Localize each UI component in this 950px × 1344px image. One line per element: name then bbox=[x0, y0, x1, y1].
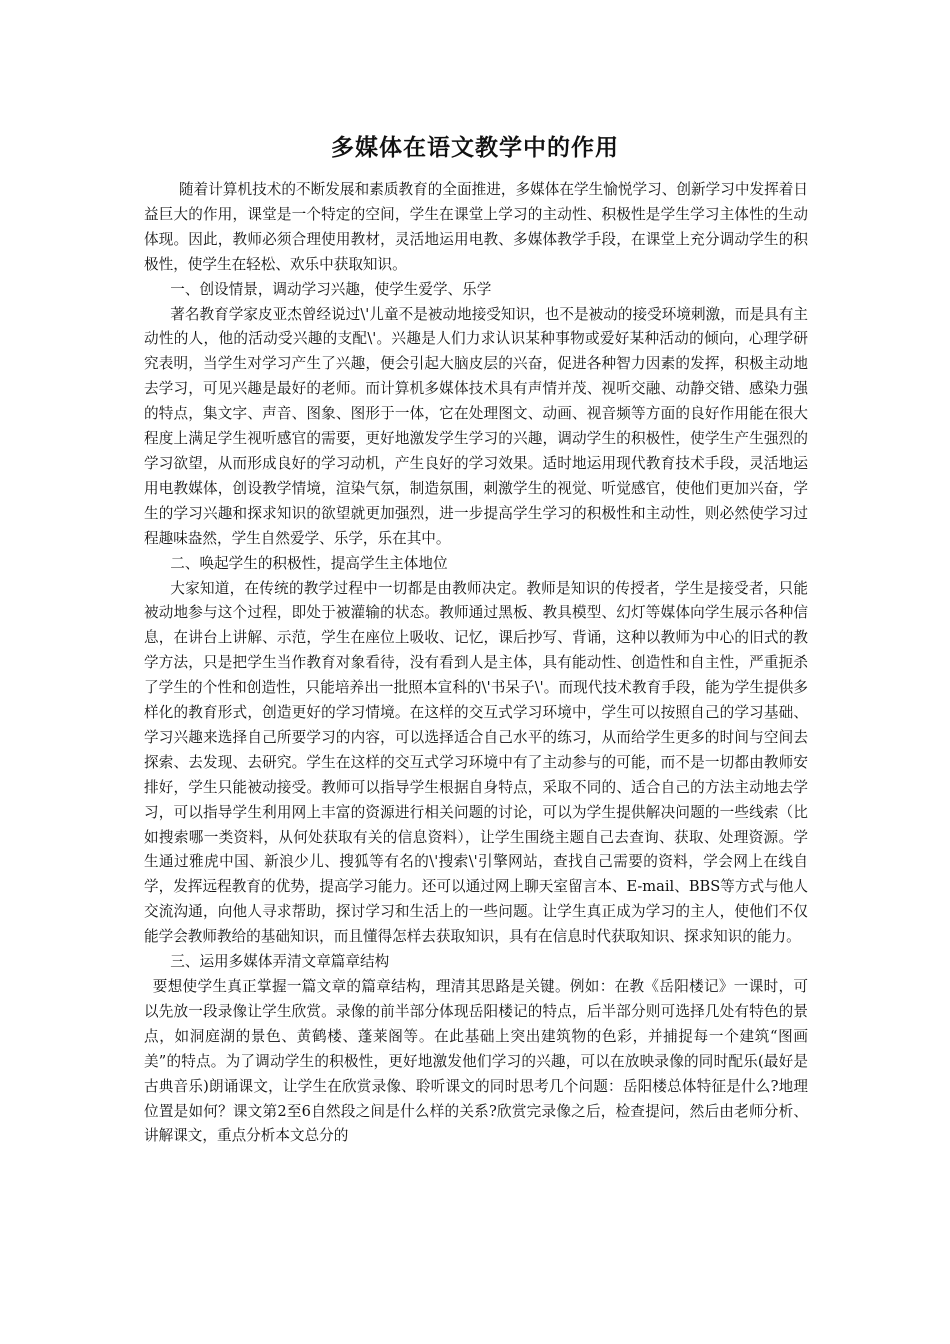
section-paragraph-3: 要想使学生真正掌握一篇文章的篇章结构，理清其思路是关键。例如：在教《岳阳楼记》一课时，可以先放一段录像让学生欣赏。录像的前半部分体现岳阳楼记的特点，后半部分则可选择几处有特色的景点，如洞庭湖的景色、黄鹤楼、蓬莱阁等。在此基础上突出建筑物的色彩，并捕捉每一个建筑“图画美”的特点。为了调动学生的积极性，更好地激发他们学习的兴趣，可以在放映录像的同时配乐(最好是古典音乐)朗诵课文，让学生在欣赏录像、聆听课文的同时思考几个问题：岳阳楼总体特征是什么?地理位置是如何？课文第2至6自然段之间是什么样的关系?欣赏完录像之后，检查提问，然后由老师分析、讲解课文，重点分析本文总分的 bbox=[144, 978, 808, 1145]
document-title: 多媒体在语文教学中的作用 bbox=[331, 134, 619, 161]
section-heading-2: 二、唤起学生的积极性，提高学生主体地位 bbox=[170, 554, 448, 572]
document-body bbox=[144, 178, 808, 1149]
section-paragraph-2: 大家知道，在传统的教学过程中一切都是由教师决定。教师是知识的传授者，学生是接受者，只能被动地参与这个过程，即处于被灌输的状态。教师通过黑板、教具模型、幻灯等媒体向学生展示各种信息，在讲台上讲解、示范，学生在座位上吸收、记忆，课后抄写、背诵，这种以教师为中心的旧式的教学方法，只是把学生当作教育对象看待，没有看到人是主体，具有能动性、创造性和自主性，严重扼杀了学生的个性和创造性，只能培养出一批照本宣科的\'书呆子\'。而现代技术教育手段，能为学生提供多样化的教育形式，创造更好的学习情境。在这样的交互式学习环境中，学生可以按照自己的学习基础、学习兴趣来选择自己所要学习的内容，可以选择适合自己水平的练习，从而给学生更多的时间与空间去探索、去发现、去研究。学生在这样的交互式学习环境中有了主动参与的可能，而不是一切都由教师安排好，学生只能被动接受。教师可以指导学生根据自身特点，采取不同的、适合自己的方法主动地去学习，可以指导学生利用网上丰富的资源进行相关问题的讨论，可以为学生提供解决问题的一些线索（比如搜索哪一类资料，从何处获取有关的信息资料），让学生围绕主题自己去查询、获取、处理资源。学生通过雅虎中国、新浪少儿、搜狐等有名的\'搜索\'引擎网站，查找自己需要的资料，学会网上在线自学，发挥远程教育的优势，提高学习能力。还可以通过网上聊天室留言本、E-mail、BBS等方式与他人交流沟通，向他人寻求帮助，探讨学习和生活上的一些问题。让学生真正成为学习的主人，使他们不仅能学会教师教给的基础知识，而且懂得怎样去获取知识，具有在信息时代获取知识、探求知识的能力。 bbox=[144, 579, 808, 946]
section-heading-3: 三、运用多媒体弄清文章篇章结构 bbox=[170, 953, 390, 971]
intro-paragraph: 随着计算机技术的不断发展和素质教育的全面推进，多媒体在学生愉悦学习、创新学习中发挥着日益巨大的作用，课堂是一个特定的空间，学生在课堂上学习的主动性、积极性是学生学习主体性的生动体现。因此，教师必须合理使用教材，灵活地运用电教、多媒体教学手段，在课堂上充分调动学生的积极性，使学生在轻松、欢乐中获取知识。 bbox=[144, 181, 808, 273]
section-paragraph-1: 著名教育学家皮亚杰曾经说过\'儿童不是被动地接受知识，也不是被动的接受环境刺激，而是具有主动性的人，他的活动受兴趣的支配\'。兴趣是人们力求认识某种事物或爱好某种活动的倾向，心理学研究表明，当学生对学习产生了兴趣，便会引起大脑皮层的兴奋，促进各种智力因素的发挥，积极主动地去学习，可见兴趣是最好的老师。而计算机多媒体技术具有声情并茂、视听交融、动静交错、感染力强的特点，集文字、声音、图象、图形于一体，它在处理图文、动画、视音频等方面的良好作用能在很大程度上满足学生视听感官的需要，更好地激发学生学习的兴趣，调动学生的积极性，使学生产生强烈的学习欲望，从而形成良好的学习动机，产生良好的学习效果。适时地运用现代教育技术手段，灵活地运用电教媒体，创设教学情境，渲染气氛，制造氛围，刺激学生的视觉、听觉感官，使他们更加兴奋，学生的学习兴趣和探求知识的欲望就更加强烈，进一步提高学生学习的积极性和主动性，则必然使学习过程趣味盎然，学生自然爱学、乐学，乐在其中。 bbox=[144, 305, 808, 547]
section-heading-1: 一、创设情景，调动学习兴趣，使学生爱学、乐学 bbox=[170, 280, 492, 298]
